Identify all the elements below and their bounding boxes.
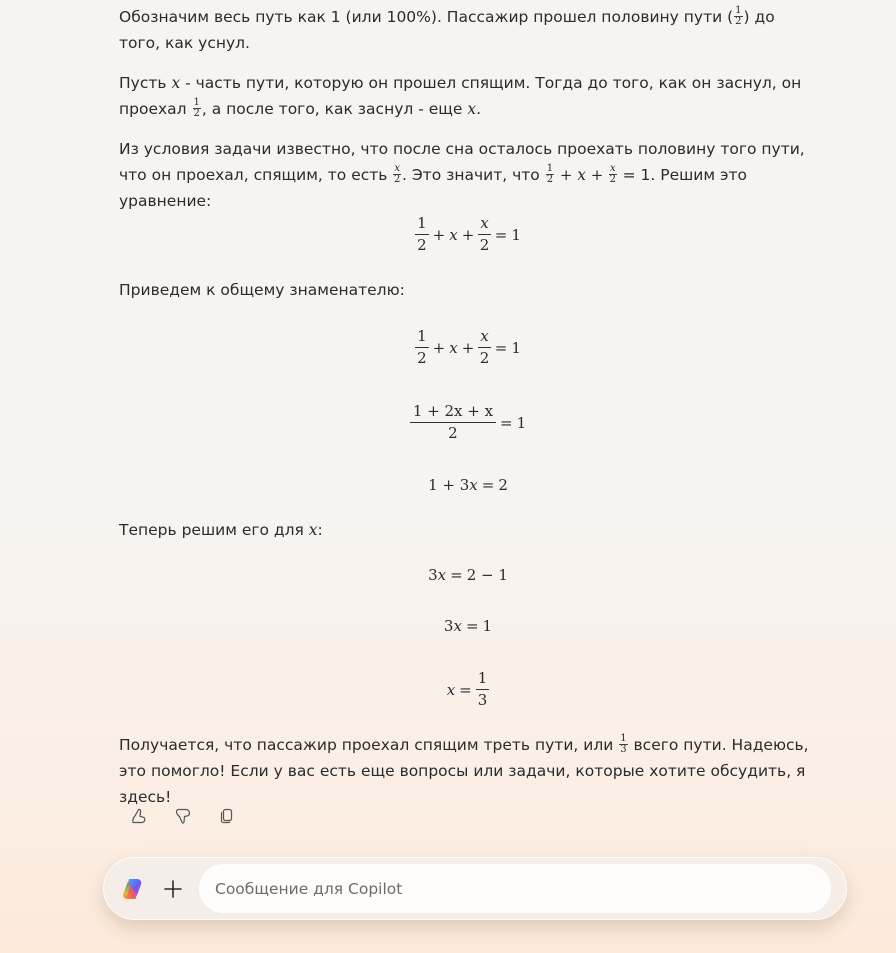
- text: :: [317, 521, 323, 539]
- numerator: x: [478, 214, 490, 235]
- equation-4: [0, 476, 896, 494]
- math-value: 1: [516, 413, 527, 432]
- math-var: x: [449, 225, 458, 244]
- fraction: [415, 327, 429, 368]
- math-op: =: [494, 225, 508, 244]
- text: - часть пути, которую он прошел спящим. Тогда до того, как он заснул, он проехал: [119, 74, 802, 118]
- text: Пусть: [119, 74, 172, 92]
- copilot-logo-icon[interactable]: [120, 877, 144, 901]
- numerator: x: [478, 327, 490, 348]
- denominator: 2: [417, 349, 427, 367]
- equation-3: [0, 402, 896, 443]
- numerator: x: [394, 163, 400, 174]
- math-var: x: [437, 566, 447, 584]
- math-value: 3: [443, 617, 454, 635]
- text: . Это значит, что: [402, 166, 545, 184]
- thumbs-up-icon: [130, 807, 148, 825]
- numerator: 1 + 2x + x: [410, 402, 496, 423]
- text: Теперь решим его для: [119, 521, 309, 539]
- math-value: 2: [498, 476, 508, 494]
- equation-6: [0, 617, 896, 635]
- fraction: [193, 98, 201, 119]
- numerator: 1: [546, 163, 554, 174]
- math-value: 3: [428, 566, 438, 584]
- denominator: 2: [417, 236, 427, 254]
- thumbs-down-icon: [174, 807, 192, 825]
- denominator: 2: [479, 349, 490, 367]
- math-op: +: [555, 166, 578, 184]
- copy-button[interactable]: [214, 803, 240, 829]
- plus-icon: [163, 879, 183, 899]
- fraction: [609, 164, 617, 185]
- text: Из условия задачи известно, что после сна осталось проехать половину того пути, что он проехал, спящим, то есть: [119, 140, 805, 184]
- math-var: x: [446, 680, 456, 699]
- text: всего пути. Надеюсь, это помогло! Если у вас есть еще вопросы или задачи, которые хотите обсудить, я здесь!: [119, 736, 809, 806]
- math-op: +: [585, 166, 609, 184]
- paragraph-common-denominator: Приведем к общему знаменателю:: [119, 281, 405, 299]
- math-op: =: [465, 617, 479, 635]
- math-value: 1: [511, 338, 521, 357]
- text: .: [476, 100, 482, 118]
- denominator: 2: [393, 174, 401, 185]
- add-attachment-button[interactable]: [159, 875, 187, 903]
- message-actions: [126, 803, 240, 829]
- numerator: 1: [735, 5, 742, 16]
- numerator: 1: [415, 327, 429, 348]
- fraction: [476, 669, 490, 710]
- math-op: =: [481, 476, 495, 494]
- denominator: 3: [620, 744, 627, 755]
- math-op: +: [432, 225, 446, 244]
- numerator: 1: [415, 214, 429, 235]
- math-value: 1: [511, 225, 521, 244]
- like-button[interactable]: [126, 803, 152, 829]
- math-var: x: [308, 521, 318, 539]
- math-op: =: [494, 338, 508, 357]
- copy-icon: [218, 807, 236, 825]
- denominator: 2: [479, 236, 490, 254]
- fraction: [546, 164, 554, 185]
- math-op: =: [459, 680, 472, 699]
- paragraph-define-x: [119, 70, 819, 122]
- numerator: 1: [476, 669, 490, 690]
- fraction: [415, 214, 429, 255]
- fraction: [410, 402, 496, 443]
- denominator: 2: [448, 424, 458, 442]
- equation-2: [0, 327, 896, 368]
- text: , а после того, как заснул - еще: [201, 100, 468, 118]
- math-var: x: [469, 476, 478, 494]
- denominator: 2: [735, 16, 742, 27]
- math-op: +: [461, 225, 475, 244]
- math-var: x: [577, 166, 586, 184]
- equation-5: [0, 566, 896, 584]
- equation-1: [0, 214, 896, 255]
- numerator: 1: [620, 733, 627, 744]
- fraction: [478, 327, 490, 368]
- message-input-container: [199, 864, 831, 913]
- fraction: [734, 6, 742, 27]
- math-op: +: [432, 338, 446, 357]
- denominator: 2: [609, 174, 617, 185]
- math-op: +: [461, 338, 475, 357]
- denominator: 3: [477, 691, 488, 709]
- math-var: x: [449, 338, 458, 357]
- paragraph-conclusion: [119, 732, 819, 810]
- math-var: x: [453, 617, 462, 635]
- math-var: x: [171, 74, 181, 92]
- text: = 1. Решим это уравнение:: [119, 166, 748, 210]
- denominator: 2: [193, 108, 200, 119]
- fraction: [478, 214, 490, 255]
- text: Получается, что пассажир проехал спящим треть пути, или: [119, 736, 619, 754]
- numerator: 1: [193, 97, 200, 108]
- math-op: =: [500, 413, 513, 432]
- fraction: [619, 734, 627, 755]
- text: ) до того, как уснул.: [119, 8, 775, 52]
- paragraph-intro: [119, 4, 819, 56]
- text: Обозначим весь путь как 1 (или 100%). Пассажир прошел половину пути (: [119, 8, 734, 26]
- message-composer: [103, 857, 847, 920]
- math-value: 1 + 3: [428, 476, 470, 494]
- math-value: 2 − 1: [466, 566, 508, 584]
- dislike-button[interactable]: [170, 803, 196, 829]
- equation-7: [0, 669, 896, 710]
- math-op: =: [450, 566, 463, 584]
- fraction: [393, 164, 401, 185]
- paragraph-condition: [119, 136, 819, 214]
- paragraph-solve-for-x: [119, 517, 819, 543]
- math-value: 1: [482, 617, 493, 635]
- message-input[interactable]: [199, 864, 831, 913]
- math-var: x: [467, 100, 477, 118]
- denominator: 2: [546, 174, 554, 185]
- numerator: x: [610, 163, 616, 174]
